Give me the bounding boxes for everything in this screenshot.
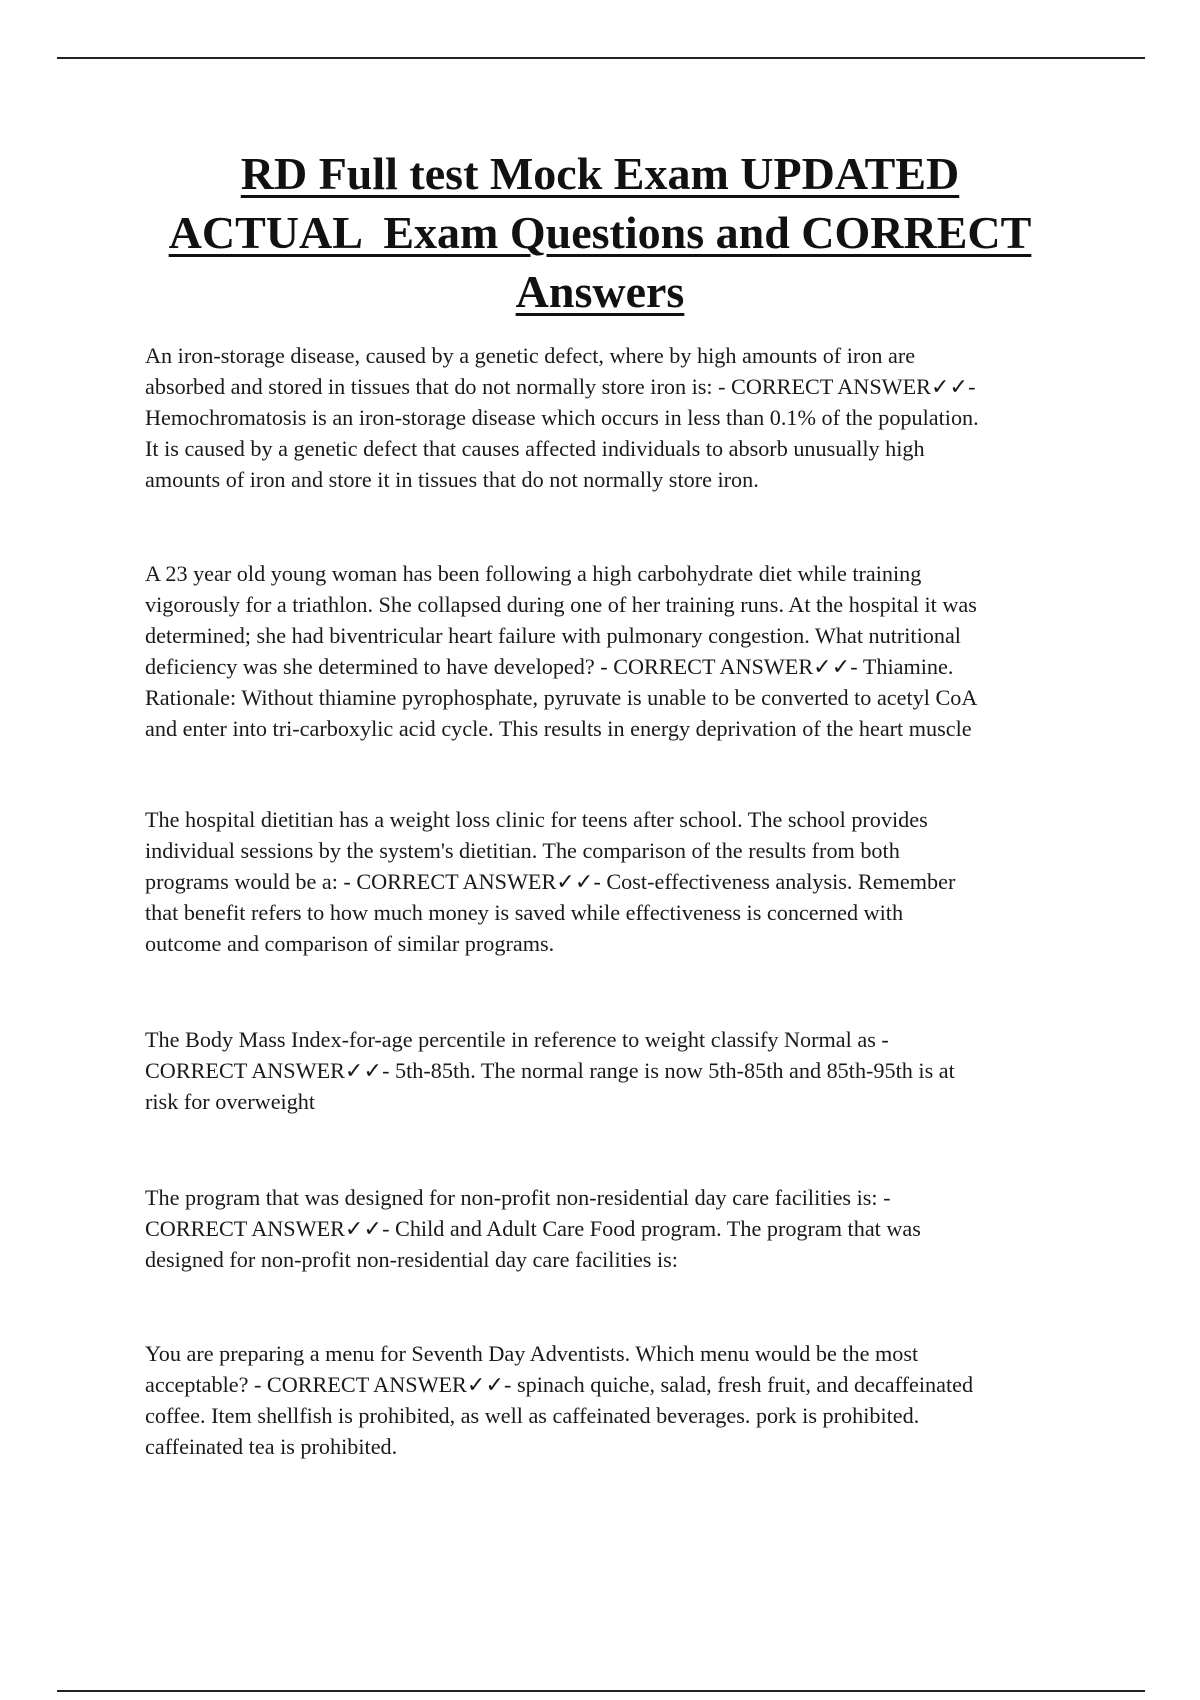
- text-line: It is caused by a genetic defect that causes affected individuals to absorb unusually high: [145, 436, 925, 461]
- text-line: The hospital dietitian has a weight loss clinic for teens after school. The school provides: [145, 807, 928, 832]
- text-line: The program that was designed for non-profit non-residential day care facilities is: -: [145, 1185, 891, 1210]
- text-line: caffeinated tea is prohibited.: [145, 1434, 398, 1459]
- title-line: RD Full test Mock Exam UPDATED: [240, 148, 960, 199]
- text-line: and enter into tri-carboxylic acid cycle. This results in energy deprivation of the heart muscle: [145, 716, 972, 741]
- bottom-rule: [57, 1690, 1145, 1692]
- question-answer-thiamine: [145, 558, 1070, 744]
- title-line: ACTUAL Exam Questions and CORRECT: [168, 207, 1032, 258]
- text-line: acceptable? - CORRECT ANSWER✓✓- spinach quiche, salad, fresh fruit, and decaffeinated: [145, 1372, 974, 1397]
- question-answer-seventh-day-adventist: [145, 1338, 1070, 1462]
- question-answer-hemochromatosis: [145, 340, 1070, 495]
- question-answer-cost-effectiveness: [145, 804, 1070, 959]
- text-line: Rationale: Without thiamine pyrophosphate, pyruvate is unable to be converted to acetyl CoA: [145, 685, 978, 710]
- text-line: deficiency was she determined to have developed? - CORRECT ANSWER✓✓- Thiamine.: [145, 654, 954, 679]
- text-line: You are preparing a menu for Seventh Day Adventists. Which menu would be the most: [145, 1341, 919, 1366]
- text-line: coffee. Item shellfish is prohibited, as well as caffeinated beverages. pork is prohibited.: [145, 1403, 920, 1428]
- text-line: amounts of iron and store it in tissues that do not normally store iron.: [145, 467, 759, 492]
- text-line: An iron-storage disease, caused by a genetic defect, where by high amounts of iron are: [145, 343, 916, 368]
- text-line: The Body Mass Index-for-age percentile in reference to weight classify Normal as -: [145, 1027, 889, 1052]
- text-line: individual sessions by the system's dietitian. The comparison of the results from both: [145, 838, 900, 863]
- question-answer-bmi-percentile: [145, 1024, 1070, 1117]
- text-line: vigorously for a triathlon. She collapsed during one of her training runs. At the hospital it was: [145, 592, 977, 617]
- text-line: that benefit refers to how much money is saved while effectiveness is concerned with: [145, 900, 904, 925]
- text-line: CORRECT ANSWER✓✓- 5th-85th. The normal range is now 5th-85th and 85th-95th is at: [145, 1058, 955, 1083]
- title-line: Answers: [515, 266, 685, 317]
- text-line: programs would be a: - CORRECT ANSWER✓✓- Cost-effectiveness analysis. Remember: [145, 869, 956, 894]
- text-line: risk for overweight: [145, 1089, 316, 1114]
- text-line: absorbed and stored in tissues that do not normally store iron is: - CORRECT ANSWER✓✓-: [145, 374, 976, 399]
- top-rule: [57, 57, 1145, 59]
- text-line: determined; she had biventricular heart failure with pulmonary congestion. What nutritional: [145, 623, 961, 648]
- text-line: outcome and comparison of similar programs.: [145, 931, 555, 956]
- text-line: CORRECT ANSWER✓✓- Child and Adult Care Food program. The program that was: [145, 1216, 921, 1241]
- question-answer-cacfp: [145, 1182, 1070, 1275]
- text-line: designed for non-profit non-residential day care facilities is:: [145, 1247, 678, 1272]
- document-title: [100, 144, 1100, 321]
- text-line: Hemochromatosis is an iron-storage disease which occurs in less than 0.1% of the population.: [145, 405, 979, 430]
- text-line: A 23 year old young woman has been following a high carbohydrate diet while training: [145, 561, 922, 586]
